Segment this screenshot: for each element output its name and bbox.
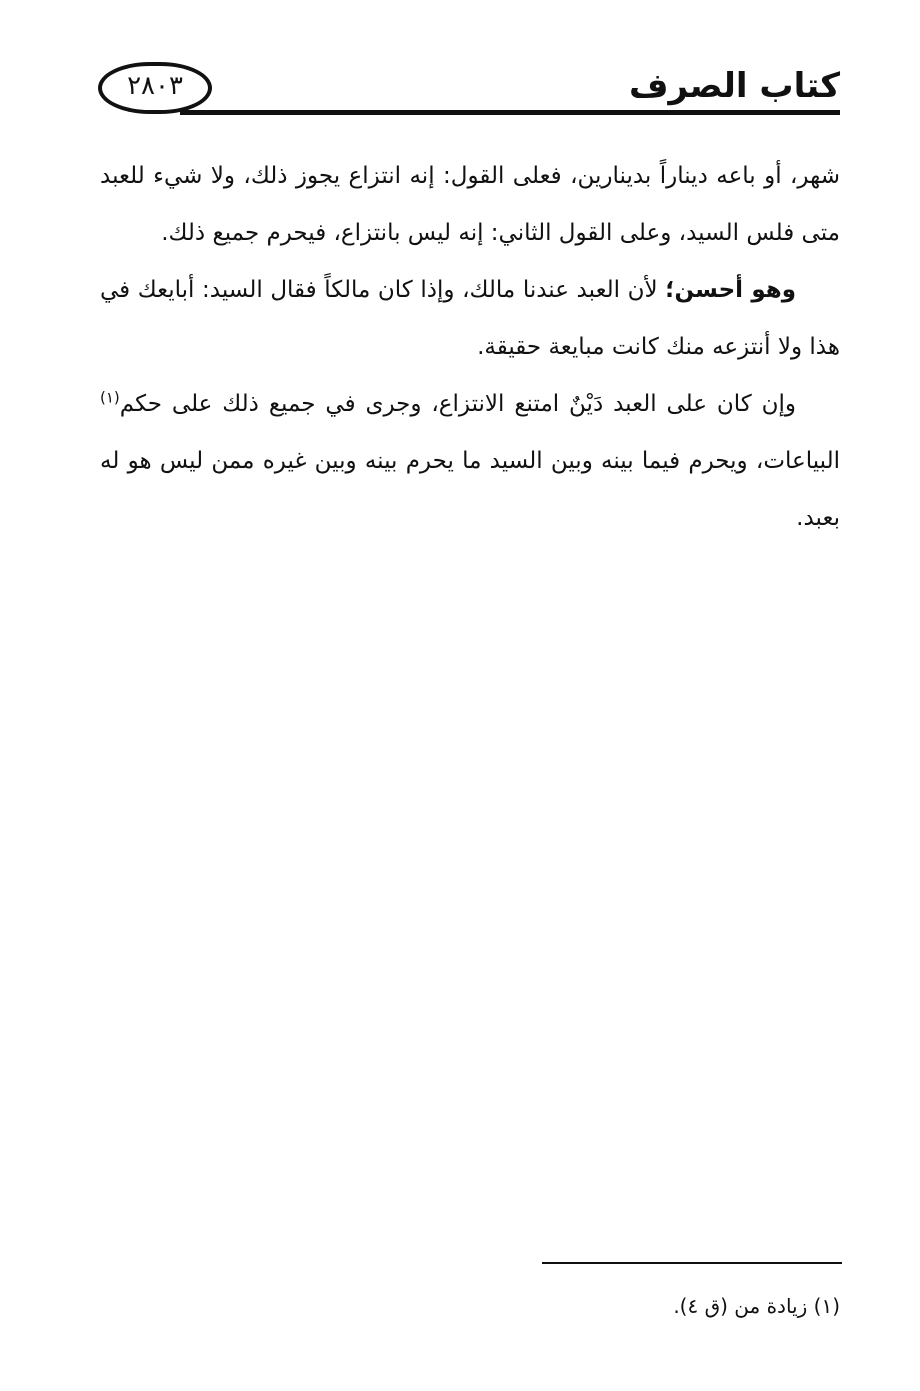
- paragraph-2-text: لأن العبد عندنا مالك، وإذا كان مالكاً فقال السيد: أبايعك في هذا ولا أنتزعه منك كانت مبايعة حقيقة.: [100, 277, 840, 360]
- paragraph-2: [100, 262, 840, 376]
- paragraph-3-text-a: وإن كان على العبد دَيْنٌ امتنع الانتزاع، وجرى في جميع ذلك على حكم: [119, 391, 796, 417]
- paragraph-3-text-b: البياعات، ويحرم فيما بينه وبين السيد ما يحرم بينه وبين غيره ممن ليس هو له بعبد.: [100, 448, 840, 531]
- main-text: [100, 148, 840, 547]
- page-number: ٢٨٠٣: [127, 71, 183, 101]
- paragraph-1: شهر، أو باعه ديناراً بدينارين، فعلى القول: إنه انتزاع يجوز ذلك، ولا شيء للعبد متى فلس السيد، وعلى القول الثاني: إنه ليس بانتزاع، فيحرم جميع ذلك.: [100, 163, 840, 246]
- footnote-rule: [542, 1262, 842, 1264]
- paragraph-2-lead: وهو أحسن؛: [665, 277, 796, 303]
- header-rule: [180, 110, 840, 115]
- footnote-1: (١) زيادة من (ق ٤).: [673, 1294, 840, 1318]
- running-title: كتاب الصرف: [629, 66, 840, 106]
- paragraph-3: [100, 376, 840, 547]
- footnote-reference: (١): [100, 388, 120, 407]
